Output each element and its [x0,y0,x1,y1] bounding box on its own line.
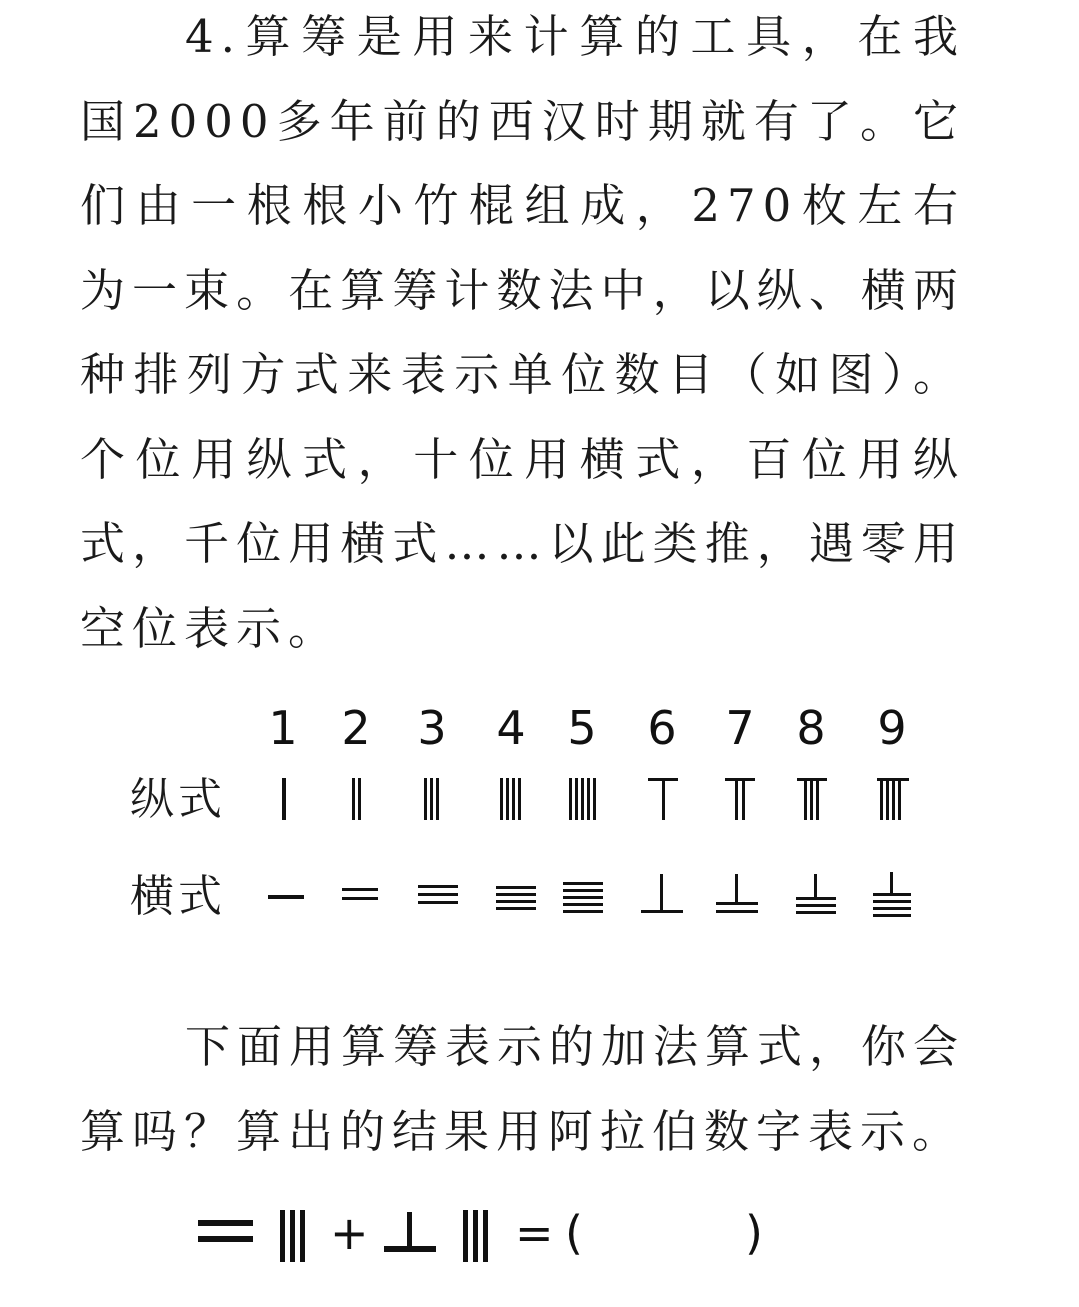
question-text: 下面用算筹表示的加法算式，你会算吗？算出的结果用阿拉伯数字表示。 [80,1020,966,1158]
left-parenthesis: ( [565,1206,583,1260]
horizontal-row-label: 横式 [130,871,226,922]
problem-number: 4. [185,10,242,63]
horizontal-rods-row [268,872,911,917]
problem-intro-text: 算筹是用来计算的工具，在我国2000多年前的西汉时期就有了。它们由一根根小竹棍组成，270枚左右为一束。在算筹计数法中，以纵、横两种排列方式来表示单位数目（如图）。个位用纵式，十位用横式，百位用纵式，千位用横式……以此类推，遇零用空位表示。 [80,10,965,655]
digit-label: 6 [647,701,677,755]
digit-label: 7 [725,701,755,755]
equals-sign: = [515,1206,554,1260]
vertical-row-label: 纵式 [130,774,226,825]
digit-label: 9 [877,701,907,755]
digit-label: 4 [496,701,526,755]
right-parenthesis: ) [745,1206,763,1260]
digit-label: 8 [796,701,826,755]
vertical-rods-row [282,778,909,820]
digit-label: 2 [341,701,371,755]
digit-label: 3 [417,701,447,755]
digit-label: 1 [268,701,298,755]
digit-label: 5 [567,701,597,755]
plus-sign: + [330,1206,369,1260]
question-paragraph [80,1005,965,1174]
